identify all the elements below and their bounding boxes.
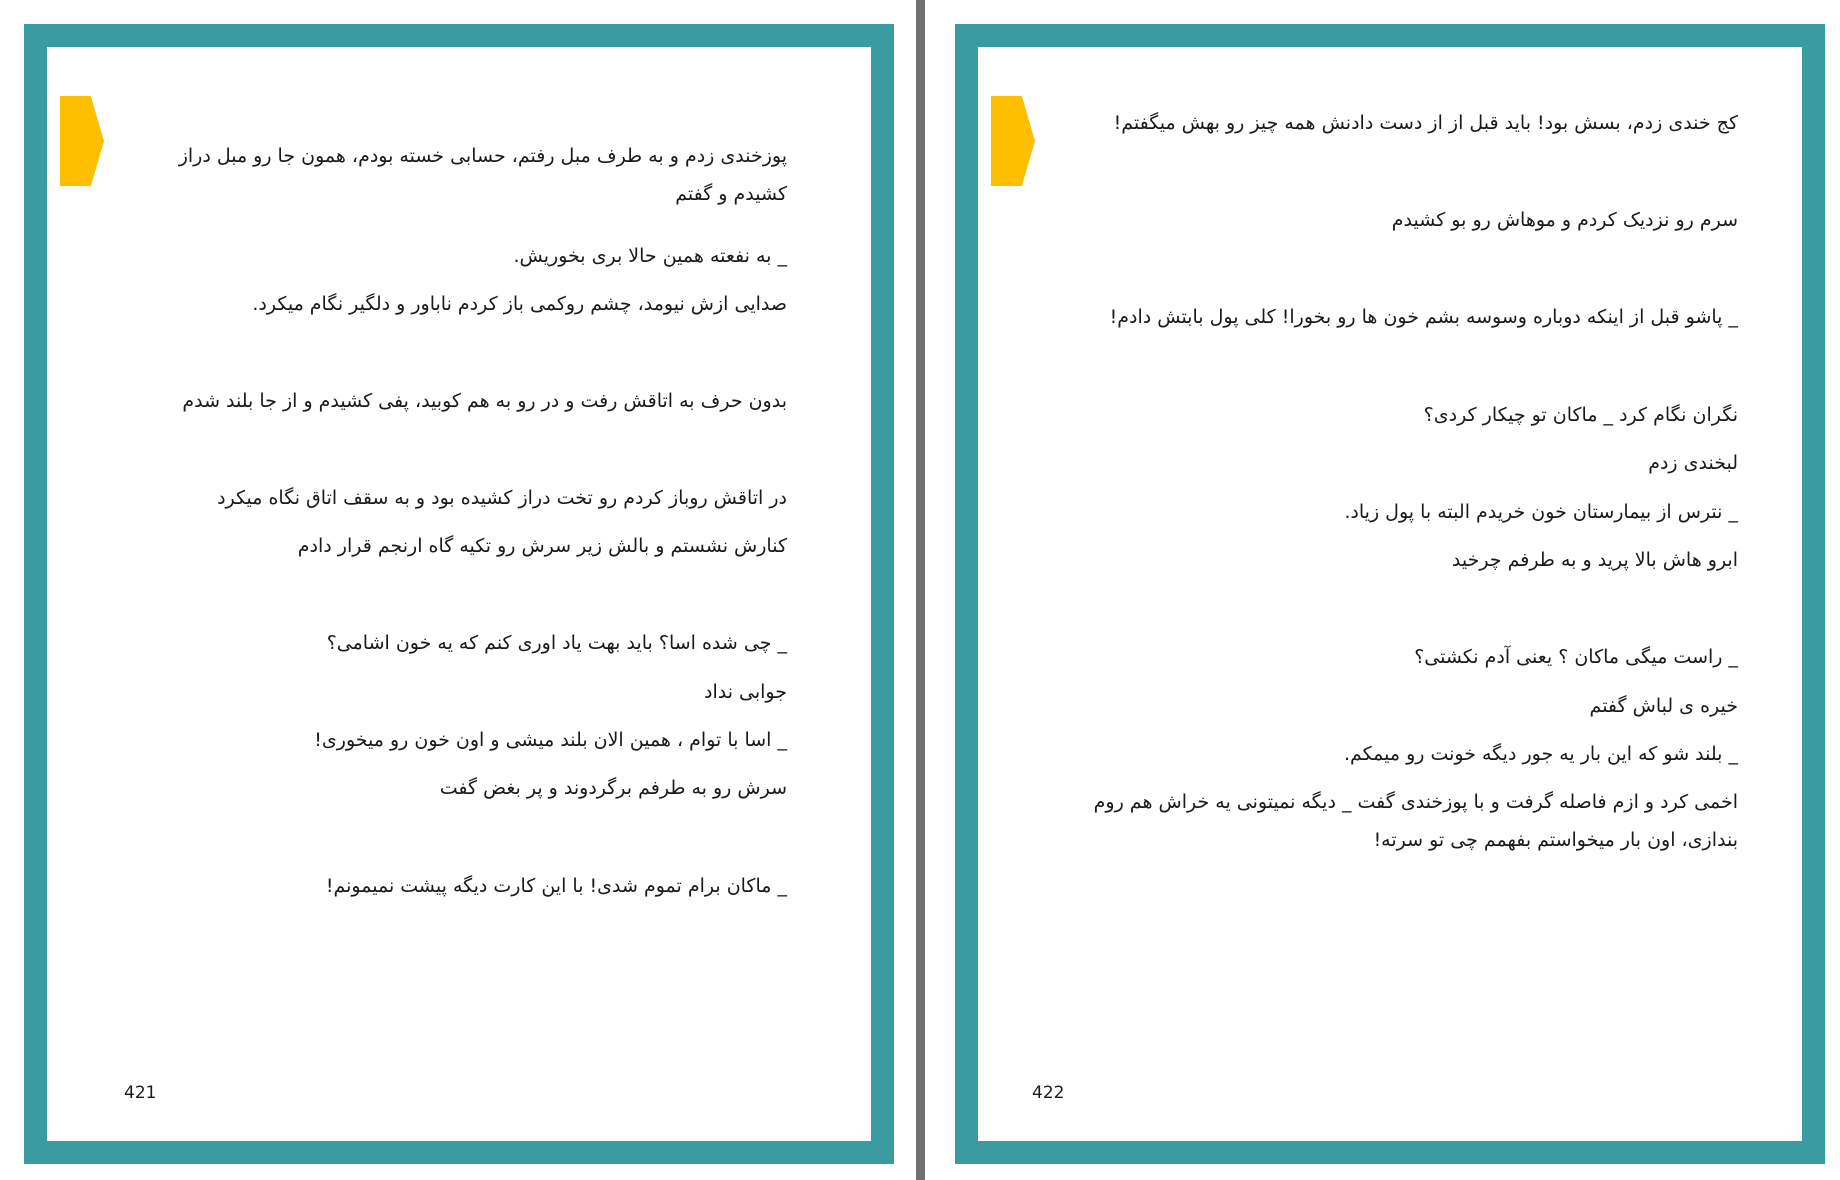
paragraph: اخمی کرد و ازم فاصله گرفت و با پوزخندی گفت _ دیگه نمیتونی یه خراش هم روم بندازی، اون بار میخواستم بفهمم چی تو سرته! [1093, 791, 1738, 851]
spine-divider [916, 0, 925, 1180]
page-number: 422 [1032, 1083, 1065, 1103]
page-right-content [978, 47, 1802, 1141]
paragraph: نگران نگام کرد _ ماکان تو چیکار کردی؟ [1423, 404, 1738, 426]
paragraph: _ چی شده اسا؟ باید بهت یاد اوری کنم که یه خون اشامی؟ [326, 632, 787, 654]
paragraph: _ بلند شو که این بار یه جور دیگه خونت رو میمکم. [1343, 743, 1738, 765]
paragraph: کج خندی زدم، بسش بود! باید قبل از از دست دادنش همه چیز رو بهش میگفتم! [1113, 112, 1738, 134]
paragraph: _ نترس از بیمارستان خون خریدم البته با پول زیاد. [1344, 501, 1738, 523]
paragraph: خیره ی لباش گفتم [1589, 695, 1738, 717]
page-number: 421 [124, 1083, 157, 1103]
paragraph: سرش رو به طرفم برگردوند و پر بغض گفت [439, 777, 787, 799]
page-left-content [47, 47, 871, 1141]
paragraph: بدون حرف به اتاقش رفت و در رو به هم کوبید، پفی کشیدم و از جا بلند شدم [182, 390, 787, 412]
paragraph: _ ماکان برام تموم شدی! با این کارت دیگه پیشت نمیمونم! [325, 875, 787, 897]
paragraph: _ راست میگی ماکان ؟ یعنی آدم نکشتی؟ [1414, 646, 1738, 668]
paragraph: صدایی ازش نیومد، چشم روکمی باز کردم ناباور و دلگیر نگام میکرد. [252, 293, 787, 315]
paragraph: _ اسا با توام ، همین الان بلند میشی و اون خون رو میخوری! [314, 729, 787, 751]
bookmark-tab [991, 96, 1035, 186]
paragraph: ابرو هاش بالا پرید و به طرفم چرخید [1451, 549, 1738, 571]
page-left [24, 24, 894, 1164]
paragraph: سرم رو نزدیک کردم و موهاش رو بو کشیدم [1391, 209, 1738, 231]
paragraph: در اتاقش روباز کردم رو تخت دراز کشیده بود و به سقف اتاق نگاه میکرد [217, 487, 787, 509]
paragraph: لبخندی زدم [1648, 452, 1738, 474]
paragraph: پوزخندی زدم و به طرف مبل رفتم، حسابی خسته بودم، همون جا رو مبل دراز کشیدم و گفتم [178, 145, 787, 205]
paragraph: کنارش نشستم و بالش زیر سرش رو تکیه گاه ارنجم قرار دادم [297, 535, 787, 557]
page-right [955, 24, 1825, 1164]
paragraph: _ پاشو قبل از اینکه دوباره وسوسه بشم خون ها رو بخورا! کلی پول بابتش دادم! [1109, 306, 1738, 328]
paragraph: _ به نفعته همین حالا بری بخوریش. [513, 245, 787, 267]
paragraph: جوابی نداد [703, 681, 787, 703]
bookmark-tab [60, 96, 104, 186]
